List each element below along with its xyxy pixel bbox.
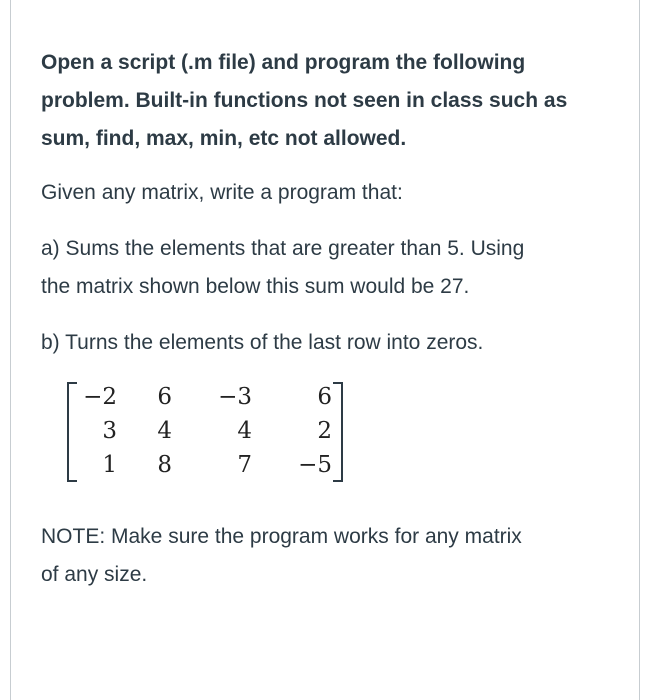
matrix-cells — [77, 380, 337, 482]
part-a-line: the matrix shown below this sum would be 27. — [41, 275, 470, 298]
matrix-cell: 3 — [102, 418, 117, 444]
matrix-cell: 6 — [157, 384, 172, 410]
matrix-cell: 7 — [237, 452, 252, 478]
matrix-cell: 8 — [157, 452, 172, 478]
document-page — [10, 0, 640, 700]
matrix-cell: 2 — [317, 418, 332, 444]
example-matrix — [61, 380, 361, 500]
matrix-cell: −3 — [218, 384, 252, 410]
matrix-row — [77, 380, 337, 414]
right-bracket — [333, 382, 343, 482]
matrix-cell: 4 — [157, 418, 172, 444]
problem-heading — [41, 44, 631, 158]
part-b-text: b) Turns the elements of the last row into zeros. — [41, 331, 484, 354]
part-a-line: a) Sums the elements that are greater than 5. Using — [41, 237, 525, 260]
heading-line: problem. Built-in functions not seen in class such as — [41, 89, 568, 112]
note-line: of any size. — [41, 563, 148, 586]
intro-text: Given any matrix, write a program that: — [41, 181, 403, 204]
matrix-cell: 1 — [102, 452, 117, 478]
matrix-cell: −5 — [298, 452, 332, 478]
note-line: NOTE: Make sure the program works for any matrix — [41, 525, 522, 548]
matrix-cell: 6 — [317, 384, 332, 410]
document-content — [41, 44, 631, 612]
part-a-text — [41, 230, 631, 306]
matrix-row — [77, 414, 337, 448]
matrix-cell: −2 — [83, 384, 117, 410]
heading-line: Open a script (.m file) and program the following — [41, 51, 526, 74]
left-bracket — [67, 382, 77, 482]
matrix-row — [77, 448, 337, 482]
matrix-cell: 4 — [237, 418, 252, 444]
note-text — [41, 518, 631, 594]
heading-line: sum, find, max, min, etc not allowed. — [41, 127, 407, 150]
